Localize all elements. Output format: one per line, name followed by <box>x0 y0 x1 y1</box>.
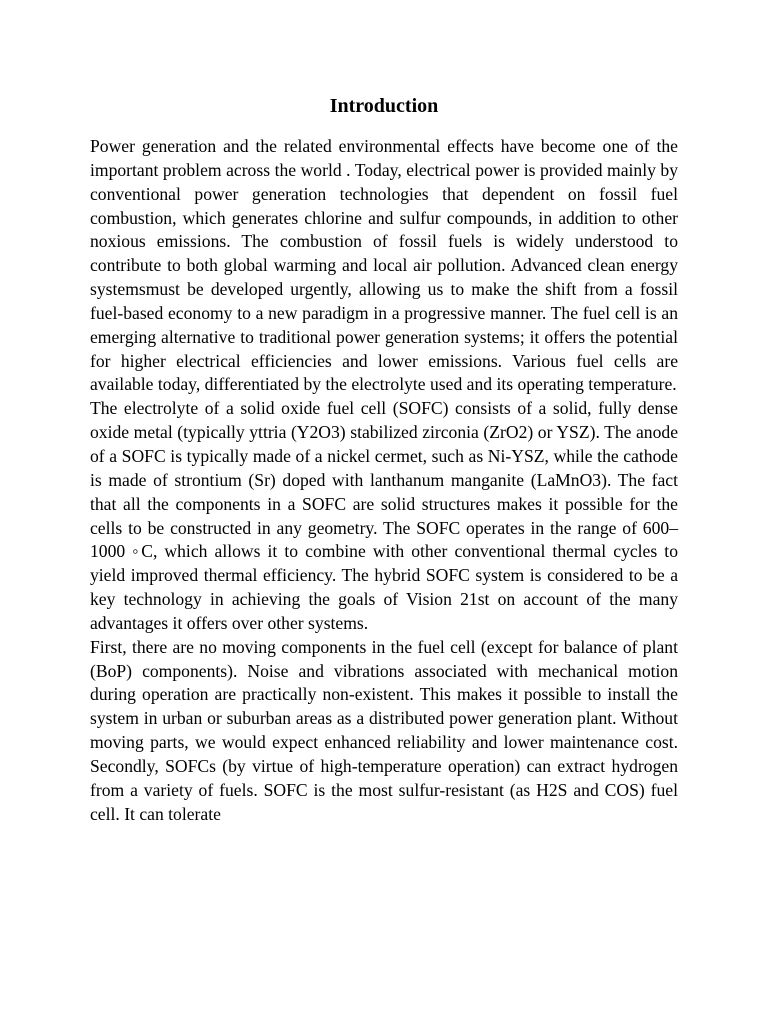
body-text <box>90 135 678 826</box>
paragraph-intro: Power generation and the related environmental effects have become one of the important problem across the world . Today, electrical power is provided mainly by conventional power generation technologies that dependent on fossil fuel combustion, which generates chlorine and sulfur compounds, in addition to other noxious emissions. The combustion of fossil fuels is widely understood to contribute to both global warming and local air pollution. Advanced clean energy systemsmust be developed urgently, allowing us to make the shift from a fossil fuel-based economy to a new paradigm in a progressive manner. The fuel cell is an emerging alternative to traditional power generation systems; it offers the potential for higher electrical efficiencies and lower emissions. Various fuel cells are available today, differentiated by the electrolyte used and its operating temperature. <box>90 136 678 395</box>
paragraph-advantages: First, there are no moving components in the fuel cell (except for balance of plant (BoP) components). Noise and vibrations associated with mechanical motion during operation are practically non-existent. This makes it possible to install the system in urban or suburban areas as a distributed power generation plant. Without moving parts, we would expect enhanced reliability and lower maintenance cost. Secondly, SOFCs (by virtue of high-temperature operation) can extract hydrogen from a variety of fuels. SOFC is the most sulfur-resistant (as H2S and COS) fuel cell. It can tolerate <box>90 636 678 824</box>
page-title: Introduction <box>329 95 439 117</box>
paragraph-sofc-electrolyte: The electrolyte of a solid oxide fuel cell (SOFC) consists of a solid, fully dense oxide metal (typically yttria (Y2O3) stabilized zirconia (ZrO2) or YSZ). The anode of a SOFC is typically made of a nickel cermet, such as Ni-YSZ, while the cathode is made of strontium (Sr) doped with lanthanum manganite (LaMnO3). The fact that all the components in a SOFC are solid structures makes it possible for the cells to be constructed in any geometry. The SOFC operates in the range of 600–1000 ◦C, which allows it to combine with other conventional thermal cycles to yield improved thermal efficiency. The hybrid SOFC system is considered to be a key technology in achieving the goals of Vision 21st on account of the many advantages it offers over other systems. <box>90 398 678 633</box>
